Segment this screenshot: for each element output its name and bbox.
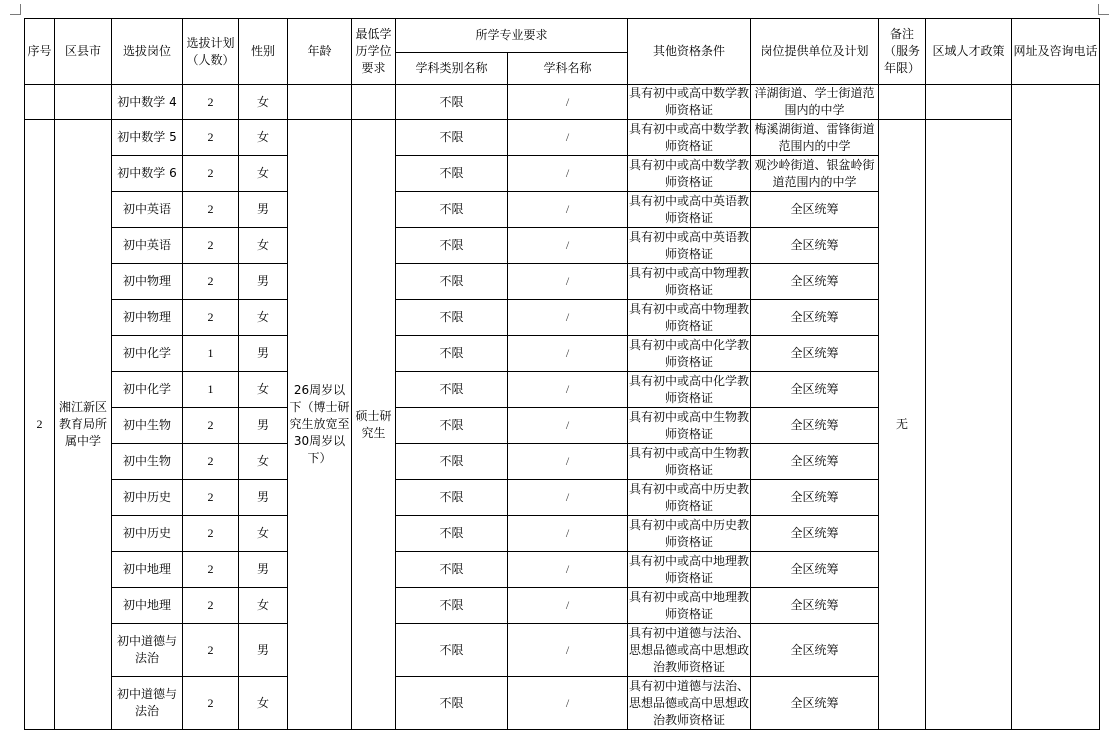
other-qualification-cell: 具有初中或高中英语教师资格证 (628, 228, 751, 264)
unit-plan-cell: 全区统筹 (751, 444, 879, 480)
major-category-cell: 不限 (396, 444, 508, 480)
major-name-cell: / (508, 552, 628, 588)
header-seq: 序号 (25, 19, 55, 85)
header-gender: 性别 (239, 19, 288, 85)
post-cell: 初中物理 (112, 300, 183, 336)
post-cell: 初中化学 (112, 336, 183, 372)
post-cell: 初中历史 (112, 516, 183, 552)
gender-cell: 女 (239, 228, 288, 264)
major-category-cell: 不限 (396, 228, 508, 264)
major-category-cell: 不限 (396, 336, 508, 372)
header-major-name: 学科名称 (508, 53, 628, 85)
post-cell: 初中化学 (112, 372, 183, 408)
seq-cell-empty (25, 85, 55, 120)
unit-plan-cell: 全区统筹 (751, 372, 879, 408)
major-name-cell: / (508, 588, 628, 624)
unit-plan-cell: 全区统筹 (751, 228, 879, 264)
major-name-cell: / (508, 624, 628, 677)
major-category-cell: 不限 (396, 624, 508, 677)
other-qualification-cell: 具有初中或高中历史教师资格证 (628, 516, 751, 552)
district-cell-empty (55, 85, 112, 120)
remark-cell-empty (879, 85, 926, 120)
unit-plan-cell: 全区统筹 (751, 624, 879, 677)
unit-plan-cell: 全区统筹 (751, 408, 879, 444)
unit-plan-cell: 全区统筹 (751, 480, 879, 516)
major-name-cell: / (508, 480, 628, 516)
plan-count-cell: 2 (183, 300, 239, 336)
gender-cell: 女 (239, 156, 288, 192)
post-cell: 初中历史 (112, 480, 183, 516)
post-cell: 初中生物 (112, 444, 183, 480)
header-talent-policy: 区域人才政策 (926, 19, 1012, 85)
contact-cell (1012, 85, 1100, 730)
other-qualification-cell: 具有初中或高中数学教师资格证 (628, 156, 751, 192)
major-category-cell: 不限 (396, 156, 508, 192)
other-qualification-cell: 具有初中道德与法治、思想品德或高中思想政治教师资格证 (628, 624, 751, 677)
age-cell-empty (288, 85, 352, 120)
gender-cell: 男 (239, 192, 288, 228)
plan-count-cell: 2 (183, 624, 239, 677)
unit-plan-cell: 洋湖街道、学士街道范围内的中学 (751, 85, 879, 120)
plan-count-cell: 2 (183, 228, 239, 264)
other-qualification-cell: 具有初中或高中数学教师资格证 (628, 85, 751, 120)
other-qualification-cell: 具有初中或高中化学教师资格证 (628, 336, 751, 372)
plan-count-cell: 2 (183, 516, 239, 552)
major-name-cell: / (508, 120, 628, 156)
major-name-cell: / (508, 300, 628, 336)
unit-plan-cell: 全区统筹 (751, 300, 879, 336)
major-name-cell: / (508, 264, 628, 300)
unit-plan-cell: 全区统筹 (751, 336, 879, 372)
gender-cell: 女 (239, 516, 288, 552)
gender-cell: 女 (239, 677, 288, 730)
gender-cell: 男 (239, 408, 288, 444)
gender-cell: 女 (239, 588, 288, 624)
major-category-cell: 不限 (396, 85, 508, 120)
corner-crop-mark-left (10, 4, 21, 15)
header-major-requirement: 所学专业要求 (396, 19, 628, 53)
table-row (25, 120, 1100, 156)
other-qualification-cell: 具有初中或高中化学教师资格证 (628, 372, 751, 408)
post-cell: 初中道德与法治 (112, 677, 183, 730)
table-body (25, 85, 1100, 730)
page-top-edge (0, 0, 1120, 14)
recruitment-table (24, 18, 1100, 730)
plan-count-cell: 2 (183, 677, 239, 730)
post-cell: 初中数学 5 (112, 120, 183, 156)
gender-cell: 男 (239, 624, 288, 677)
post-cell: 初中地理 (112, 552, 183, 588)
table-row (25, 85, 1100, 120)
plan-count-cell: 2 (183, 156, 239, 192)
major-name-cell: / (508, 372, 628, 408)
other-qualification-cell: 具有初中或高中历史教师资格证 (628, 480, 751, 516)
major-category-cell: 不限 (396, 677, 508, 730)
plan-count-cell: 2 (183, 480, 239, 516)
header-contact: 网址及咨询电话 (1012, 19, 1100, 85)
major-name-cell: / (508, 156, 628, 192)
group-district-cell: 湘江新区教育局所属中学 (55, 120, 112, 730)
major-category-cell: 不限 (396, 300, 508, 336)
post-cell: 初中英语 (112, 228, 183, 264)
header-major-category: 学科类别名称 (396, 53, 508, 85)
degree-cell-empty (352, 85, 396, 120)
plan-count-cell: 2 (183, 408, 239, 444)
header-district: 区县市 (55, 19, 112, 85)
other-qualification-cell: 具有初中或高中地理教师资格证 (628, 552, 751, 588)
corner-crop-mark-right (1098, 4, 1109, 15)
unit-plan-cell: 全区统筹 (751, 588, 879, 624)
plan-count-cell: 2 (183, 85, 239, 120)
gender-cell: 男 (239, 336, 288, 372)
gender-cell: 女 (239, 300, 288, 336)
gender-cell: 男 (239, 552, 288, 588)
unit-plan-cell: 全区统筹 (751, 192, 879, 228)
major-name-cell: / (508, 85, 628, 120)
header-unit-plan: 岗位提供单位及计划 (751, 19, 879, 85)
plan-count-cell: 1 (183, 372, 239, 408)
major-category-cell: 不限 (396, 264, 508, 300)
plan-count-cell: 2 (183, 588, 239, 624)
unit-plan-cell: 全区统筹 (751, 552, 879, 588)
other-qualification-cell: 具有初中或高中数学教师资格证 (628, 120, 751, 156)
unit-plan-cell: 全区统筹 (751, 677, 879, 730)
major-name-cell: / (508, 408, 628, 444)
other-qualification-cell: 具有初中道德与法治、思想品德或高中思想政治教师资格证 (628, 677, 751, 730)
group-policy-cell (926, 120, 1012, 730)
major-category-cell: 不限 (396, 480, 508, 516)
other-qualification-cell: 具有初中或高中物理教师资格证 (628, 300, 751, 336)
other-qualification-cell: 具有初中或高中生物教师资格证 (628, 444, 751, 480)
plan-count-cell: 1 (183, 336, 239, 372)
major-name-cell: / (508, 677, 628, 730)
unit-plan-cell: 全区统筹 (751, 516, 879, 552)
policy-cell-empty (926, 85, 1012, 120)
plan-count-cell: 2 (183, 264, 239, 300)
unit-plan-cell: 梅溪湖街道、雷锋街道范围内的中学 (751, 120, 879, 156)
header-remark: 备注（服务年限） (879, 19, 926, 85)
group-age-cell: 26周岁以下（博士研究生放宽至30周岁以下） (288, 120, 352, 730)
major-category-cell: 不限 (396, 588, 508, 624)
major-name-cell: / (508, 444, 628, 480)
major-category-cell: 不限 (396, 120, 508, 156)
group-seq-cell: 2 (25, 120, 55, 730)
major-name-cell: / (508, 192, 628, 228)
gender-cell: 女 (239, 372, 288, 408)
other-qualification-cell: 具有初中或高中英语教师资格证 (628, 192, 751, 228)
group-degree-cell: 硕士研究生 (352, 120, 396, 730)
unit-plan-cell: 观沙岭街道、银盆岭街道范围内的中学 (751, 156, 879, 192)
other-qualification-cell: 具有初中或高中物理教师资格证 (628, 264, 751, 300)
group-remark-cell: 无 (879, 120, 926, 730)
header-age: 年龄 (288, 19, 352, 85)
post-cell: 初中物理 (112, 264, 183, 300)
gender-cell: 男 (239, 480, 288, 516)
other-qualification-cell: 具有初中或高中生物教师资格证 (628, 408, 751, 444)
major-category-cell: 不限 (396, 192, 508, 228)
other-qualification-cell: 具有初中或高中地理教师资格证 (628, 588, 751, 624)
post-cell: 初中数学 6 (112, 156, 183, 192)
plan-count-cell: 2 (183, 444, 239, 480)
header-plan: 选拔计划（人数） (183, 19, 239, 85)
post-cell: 初中数学 4 (112, 85, 183, 120)
unit-plan-cell: 全区统筹 (751, 264, 879, 300)
gender-cell: 女 (239, 85, 288, 120)
major-name-cell: / (508, 228, 628, 264)
major-category-cell: 不限 (396, 372, 508, 408)
major-name-cell: / (508, 336, 628, 372)
post-cell: 初中生物 (112, 408, 183, 444)
post-cell: 初中地理 (112, 588, 183, 624)
plan-count-cell: 2 (183, 552, 239, 588)
header-post: 选拔岗位 (112, 19, 183, 85)
post-cell: 初中道德与法治 (112, 624, 183, 677)
gender-cell: 男 (239, 264, 288, 300)
gender-cell: 女 (239, 120, 288, 156)
major-category-cell: 不限 (396, 552, 508, 588)
gender-cell: 女 (239, 444, 288, 480)
post-cell: 初中英语 (112, 192, 183, 228)
header-other-qualification: 其他资格条件 (628, 19, 751, 85)
major-name-cell: / (508, 516, 628, 552)
plan-count-cell: 2 (183, 192, 239, 228)
major-category-cell: 不限 (396, 408, 508, 444)
plan-count-cell: 2 (183, 120, 239, 156)
major-category-cell: 不限 (396, 516, 508, 552)
header-degree: 最低学历学位要求 (352, 19, 396, 85)
